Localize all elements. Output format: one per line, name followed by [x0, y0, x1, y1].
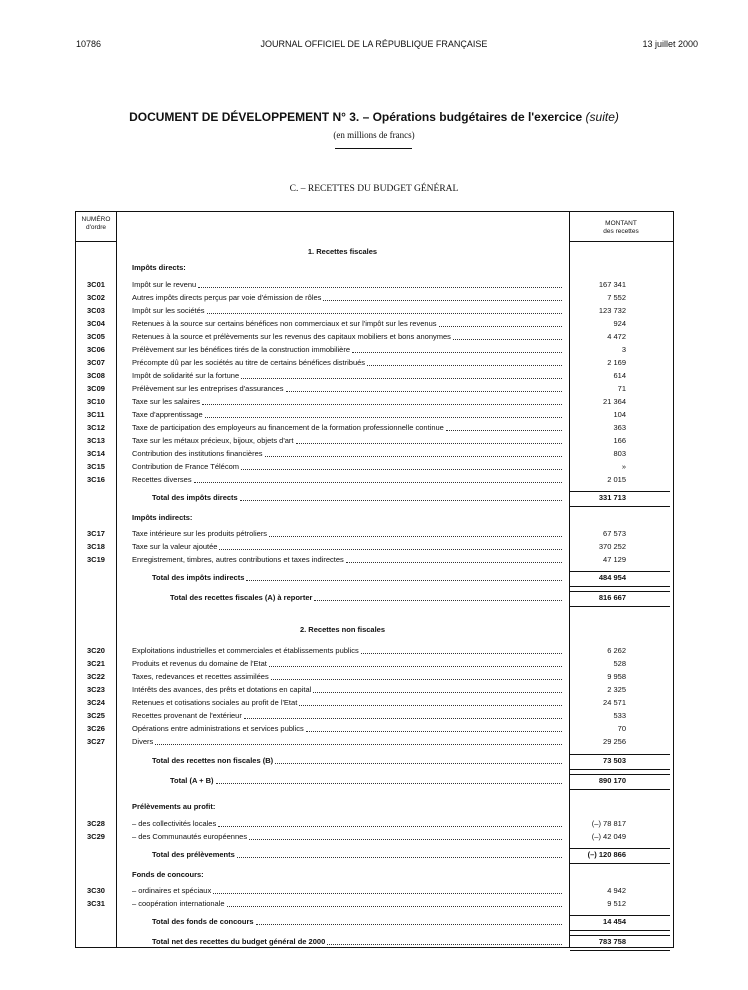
table-row — [76, 461, 673, 473]
row-label — [132, 331, 564, 343]
table-row — [76, 422, 673, 434]
label-text: Retenues et cotisations sociales au profit de l'Etat — [132, 698, 298, 707]
table-row — [76, 697, 673, 709]
row-amount: 924 — [613, 319, 626, 328]
row-amount: 4 472 — [607, 332, 626, 341]
label-text: Prélèvement sur les entreprises d'assurances — [132, 384, 284, 393]
total-label — [170, 775, 564, 787]
table-row — [76, 528, 673, 540]
label-text: Retenues à la source et prélèvements sur les revenus des capitaux mobiliers et bons anonymes — [132, 332, 451, 341]
dot-leader — [269, 658, 562, 667]
total-label — [152, 755, 564, 767]
row-label — [132, 684, 564, 696]
dot-leader — [241, 370, 562, 379]
total-label — [152, 572, 564, 584]
row-amount: 2 325 — [607, 685, 626, 694]
dot-leader — [439, 318, 563, 327]
dot-leader — [194, 474, 562, 483]
row-code: 3C31 — [87, 899, 105, 908]
dot-leader — [446, 422, 562, 431]
dot-leader — [241, 461, 562, 470]
label-text: Total des fonds de concours — [152, 917, 254, 926]
row-label — [132, 461, 564, 473]
table-row — [76, 383, 673, 395]
row-amount: 6 262 — [607, 646, 626, 655]
label-text: Total des impôts directs — [152, 493, 238, 502]
row-code: 3C14 — [87, 449, 105, 458]
row-amount: 166 — [613, 436, 626, 445]
row-label — [132, 422, 564, 434]
group-heading — [132, 801, 564, 813]
row-label — [132, 645, 564, 657]
label-text: Taxe sur les métaux précieux, bijoux, objets d'art — [132, 436, 294, 445]
row-code: 3C15 — [87, 462, 105, 471]
row-label — [132, 736, 564, 748]
dot-leader — [352, 344, 562, 353]
row-amount: 783 758 — [598, 937, 626, 946]
label-text: Taxe d'apprentissage — [132, 410, 203, 419]
dot-leader — [265, 448, 563, 457]
table-row — [76, 492, 673, 504]
label-text: Taxe sur la valeur ajoutée — [132, 542, 218, 551]
table-row — [76, 318, 673, 330]
label-text: Recettes provenant de l'extérieur — [132, 711, 242, 720]
row-code: 3C26 — [87, 724, 105, 733]
dot-leader — [271, 671, 562, 680]
title-main: DOCUMENT DE DÉVELOPPEMENT N° 3. – Opérations budgétaires de l'exercice — [129, 110, 583, 124]
row-amount: 370 252 — [598, 542, 626, 551]
table-row — [76, 831, 673, 843]
table-row — [76, 936, 673, 948]
dot-leader — [299, 697, 562, 706]
row-code: 3C28 — [87, 819, 105, 828]
label-text: Contribution de France Télécom — [132, 462, 239, 471]
col-ordre: d'ordre — [85, 224, 107, 231]
label-text: Impôt de solidarité sur la fortune — [132, 371, 240, 380]
label-text: Taxe de participation des employeurs au financement de la formation professionnelle continue — [132, 423, 444, 432]
label-text: Retenues à la source sur certains bénéfices non commerciaux et sur l'impôt sur les revenus — [132, 319, 437, 328]
row-label — [132, 396, 564, 408]
row-amount: 71 — [617, 384, 626, 393]
row-code: 3C22 — [87, 672, 105, 681]
row-amount: 2 169 — [607, 358, 626, 367]
row-label — [132, 409, 564, 421]
label-text: Total des recettes fiscales (A) à reporter — [170, 593, 313, 602]
label-text: Précompte dû par les sociétés au titre de certains bénéfices distribués — [132, 358, 366, 367]
col-recettes: des recettes — [603, 228, 639, 235]
total-label — [152, 492, 564, 504]
row-amount: 67 573 — [603, 529, 626, 538]
total-label — [152, 916, 564, 928]
group-heading — [132, 262, 564, 274]
label-text: Impôt sur le revenu — [132, 280, 197, 289]
document-title — [0, 110, 748, 124]
label-text: Taxe intérieure sur les produits pétroliers — [132, 529, 268, 538]
label-text: Prélèvements au profit: — [132, 802, 216, 811]
row-amount: » — [621, 462, 626, 471]
dot-leader — [213, 885, 562, 894]
section-heading: 2. Recettes non fiscales — [299, 625, 386, 634]
label-text: Impôt sur les sociétés — [132, 306, 205, 315]
dot-leader — [323, 292, 562, 301]
row-amount: 21 364 — [603, 397, 626, 406]
row-amount: 331 713 — [598, 493, 626, 502]
table-row — [76, 916, 673, 928]
row-code: 3C02 — [87, 293, 105, 302]
dot-leader — [361, 645, 562, 654]
table-row — [76, 624, 673, 636]
row-label — [132, 435, 564, 447]
dot-leader — [327, 936, 562, 945]
table-row — [76, 279, 673, 291]
dot-leader — [218, 818, 562, 827]
table-row — [76, 262, 673, 274]
label-text: Total (A + B) — [170, 776, 214, 785]
column-header-montant — [569, 220, 673, 236]
dot-leader — [155, 736, 562, 745]
label-text: – des collectivités locales — [132, 819, 217, 828]
row-amount: 816 667 — [598, 593, 626, 602]
row-label — [132, 554, 564, 566]
revenue-table — [75, 211, 674, 948]
row-code: 3C04 — [87, 319, 105, 328]
table-row — [76, 409, 673, 421]
section-title: C. – RECETTES DU BUDGET GÉNÉRAL — [289, 184, 459, 194]
row-amount: 9 512 — [607, 899, 626, 908]
label-text: Produits et revenus du domaine de l'Etat — [132, 659, 267, 668]
row-label — [132, 723, 564, 735]
label-text: Fonds de concours: — [132, 870, 204, 879]
row-code: 3C01 — [87, 280, 105, 289]
row-amount: 47 129 — [603, 555, 626, 564]
row-code: 3C07 — [87, 358, 105, 367]
dot-leader — [202, 396, 562, 405]
row-amount: 70 — [617, 724, 626, 733]
table-row — [76, 357, 673, 369]
row-amount: 4 942 — [607, 886, 626, 895]
dot-leader — [207, 305, 562, 314]
table-row — [76, 435, 673, 447]
col-montant: MONTANT — [605, 220, 637, 227]
dot-leader — [306, 723, 562, 732]
table-row — [76, 474, 673, 486]
row-code: 3C23 — [87, 685, 105, 694]
issue-date: 13 juillet 2000 — [642, 39, 698, 49]
row-label — [132, 528, 564, 540]
row-amount: 2 015 — [607, 475, 626, 484]
row-amount: 14 454 — [603, 917, 626, 926]
header-rule — [76, 241, 116, 242]
table-row — [76, 755, 673, 767]
dot-leader — [314, 592, 562, 601]
dot-leader — [367, 357, 562, 366]
row-code: 3C21 — [87, 659, 105, 668]
row-code: 3C17 — [87, 529, 105, 538]
row-label — [132, 292, 564, 304]
table-row — [76, 396, 673, 408]
table-row — [76, 898, 673, 910]
row-label — [132, 370, 564, 382]
row-code: 3C27 — [87, 737, 105, 746]
row-label — [132, 279, 564, 291]
label-text: Autres impôts directs perçus par voie d'émission de rôles — [132, 293, 322, 302]
total-label — [152, 936, 564, 948]
journal-title: JOURNAL OFFICIEL DE LA RÉPUBLIQUE FRANÇAISE — [260, 39, 488, 49]
table-row — [76, 592, 673, 604]
total-label — [170, 592, 564, 604]
dot-leader — [346, 554, 562, 563]
row-code: 3C03 — [87, 306, 105, 315]
table-row — [76, 684, 673, 696]
row-code: 3C19 — [87, 555, 105, 564]
label-text: Enregistrement, timbres, autres contributions et taxes indirectes — [132, 555, 344, 564]
row-amount: 24 571 — [603, 698, 626, 707]
label-text: Total des prélèvements — [152, 850, 235, 859]
row-amount: 533 — [613, 711, 626, 720]
row-amount: (–) 42 049 — [591, 832, 626, 841]
row-label — [132, 658, 564, 670]
label-text: Opérations entre administrations et services publics — [132, 724, 304, 733]
label-text: Total des impôts indirects — [152, 573, 245, 582]
row-amount: 363 — [613, 423, 626, 432]
dot-leader — [269, 528, 562, 537]
table-row — [76, 541, 673, 553]
row-label — [132, 305, 564, 317]
table-row — [76, 723, 673, 735]
row-amount: (–) 120 866 — [587, 850, 626, 859]
dot-leader — [205, 409, 562, 418]
table-row — [76, 869, 673, 881]
table-row — [76, 671, 673, 683]
row-amount: 614 — [613, 371, 626, 380]
row-label — [132, 344, 564, 356]
row-label — [132, 318, 564, 330]
row-code: 3C09 — [87, 384, 105, 393]
table-row — [76, 849, 673, 861]
row-amount: 104 — [613, 410, 626, 419]
label-text: – ordinaires et spéciaux — [132, 886, 212, 895]
row-label — [132, 671, 564, 683]
row-label — [132, 541, 564, 553]
row-amount: 73 503 — [603, 756, 626, 765]
header-rule — [569, 241, 673, 242]
row-code: 3C08 — [87, 371, 105, 380]
dot-leader — [313, 684, 562, 693]
row-label — [132, 818, 564, 830]
dot-leader — [216, 775, 562, 784]
table-row — [76, 554, 673, 566]
table-row — [76, 736, 673, 748]
dot-leader — [240, 492, 562, 501]
label-text: Taxe sur les salaires — [132, 397, 200, 406]
table-row — [76, 818, 673, 830]
table-row — [76, 885, 673, 897]
label-text: Divers — [132, 737, 154, 746]
table-row — [76, 710, 673, 722]
table-row — [76, 292, 673, 304]
row-label — [132, 898, 564, 910]
dot-leader — [219, 541, 562, 550]
row-amount: 29 256 — [603, 737, 626, 746]
row-code: 3C05 — [87, 332, 105, 341]
table-row — [76, 246, 673, 258]
page-number: 10786 — [76, 39, 102, 49]
label-text: Exploitations industrielles et commerciales et établissements publics — [132, 646, 359, 655]
row-amount: 890 170 — [598, 776, 626, 785]
row-code: 3C30 — [87, 886, 105, 895]
dot-leader — [246, 572, 562, 581]
label-text: Impôts directs: — [132, 263, 186, 272]
label-text: Taxes, redevances et recettes assimilées — [132, 672, 269, 681]
label-text: Impôts indirects: — [132, 513, 193, 522]
row-label — [132, 697, 564, 709]
dot-leader — [237, 849, 562, 858]
row-amount: 123 732 — [598, 306, 626, 315]
dot-leader — [275, 755, 562, 764]
row-label — [132, 474, 564, 486]
table-row — [76, 331, 673, 343]
title-suite: (suite) — [585, 110, 619, 124]
table-row — [76, 344, 673, 356]
label-text: – des Communautés européennes — [132, 832, 248, 841]
row-amount: 7 552 — [607, 293, 626, 302]
dot-leader — [244, 710, 562, 719]
table-row — [76, 305, 673, 317]
dot-leader — [286, 383, 562, 392]
table-row — [76, 512, 673, 524]
row-code: 3C18 — [87, 542, 105, 551]
group-heading — [132, 512, 564, 524]
total-label — [152, 849, 564, 861]
row-label — [132, 831, 564, 843]
label-text: Prélèvement sur les bénéfices tirés de la construction immobilière — [132, 345, 351, 354]
dot-leader — [256, 916, 562, 925]
table-row — [76, 572, 673, 584]
row-label — [132, 383, 564, 395]
row-code: 3C12 — [87, 423, 105, 432]
table-row — [76, 658, 673, 670]
dot-leader — [453, 331, 562, 340]
row-amount: (–) 78 817 — [591, 819, 626, 828]
units-note: (en millions de francs) — [333, 130, 415, 140]
column-header-numero — [76, 216, 116, 232]
dot-leader — [198, 279, 562, 288]
dot-leader — [249, 831, 562, 840]
row-code: 3C16 — [87, 475, 105, 484]
dot-leader — [296, 435, 562, 444]
row-code: 3C06 — [87, 345, 105, 354]
row-amount: 484 954 — [598, 573, 626, 582]
row-amount: 803 — [613, 449, 626, 458]
row-amount: 9 958 — [607, 672, 626, 681]
row-code: 3C20 — [87, 646, 105, 655]
row-code: 3C24 — [87, 698, 105, 707]
label-text: Contribution des institutions financières — [132, 449, 263, 458]
row-label — [132, 710, 564, 722]
row-code: 3C25 — [87, 711, 105, 720]
row-amount: 528 — [613, 659, 626, 668]
section-heading: 1. Recettes fiscales — [307, 247, 378, 256]
title-rule — [335, 148, 412, 149]
label-text: Intérêts des avances, des prêts et dotations en capital — [132, 685, 312, 694]
row-amount: 167 341 — [598, 280, 626, 289]
label-text: – coopération internationale — [132, 899, 225, 908]
row-label — [132, 357, 564, 369]
row-code: 3C13 — [87, 436, 105, 445]
row-label — [132, 448, 564, 460]
row-code: 3C10 — [87, 397, 105, 406]
label-text: Recettes diverses — [132, 475, 192, 484]
table-row — [76, 775, 673, 787]
row-code: 3C11 — [87, 410, 105, 419]
dot-leader — [227, 898, 562, 907]
row-label — [132, 885, 564, 897]
label-text: Total des recettes non fiscales (B) — [152, 756, 274, 765]
group-heading — [132, 869, 564, 881]
table-row — [76, 801, 673, 813]
table-row — [76, 370, 673, 382]
row-code: 3C29 — [87, 832, 105, 841]
table-row — [76, 448, 673, 460]
row-amount: 3 — [621, 345, 626, 354]
table-row — [76, 645, 673, 657]
col-numero: NUMÉRO — [81, 216, 111, 223]
label-text: Total net des recettes du budget général de 2000 — [152, 937, 326, 946]
